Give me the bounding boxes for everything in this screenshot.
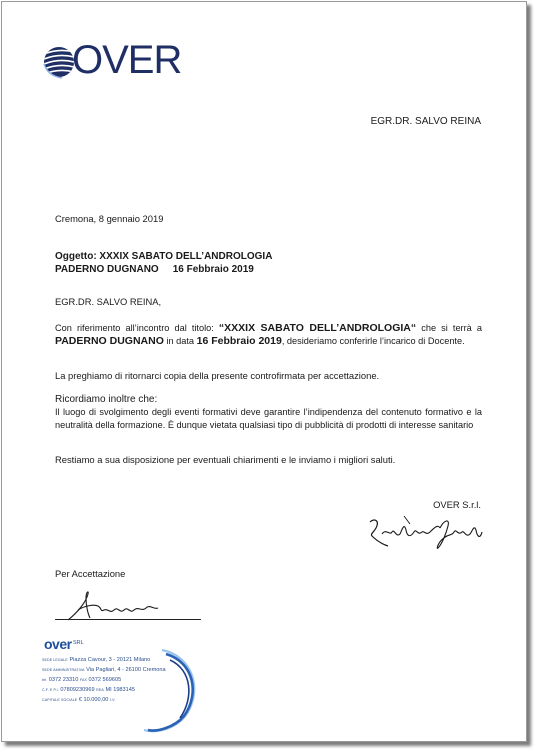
- reminder-text: Il luogo di svolgimento degli eventi formativi deve garantire l’indipendenza del contenuto formativo e la neutralità della formazione. È dunque vietata qualsiasi tipo di pubblicità di prodotti di interesse sanitario: [55, 407, 482, 430]
- subject-date: 16 Febbraio 2019: [172, 264, 254, 275]
- body-paragraph-2: La preghiamo di ritornarci copia della presente controfirmata per accettazione.: [55, 370, 380, 381]
- company-sign-name: OVER S.r.l.: [433, 499, 481, 510]
- event-date: 16 Febbraio 2019: [196, 334, 282, 347]
- subject-line-1: Oggetto: XXXIX SABATO DELL’ANDROLOGIA: [55, 251, 273, 262]
- addressee: EGR.DR. SALVO REINA: [370, 116, 481, 127]
- footer-swirl-icon: [122, 648, 202, 734]
- event-title: “XXXIX SABATO DELL’ANDROLOGIA“: [218, 322, 417, 334]
- company-logo: [42, 40, 182, 84]
- body-paragraph-1: [55, 322, 482, 347]
- subject: [55, 250, 272, 276]
- footer-admin-address: SEDE AMMINISTRATIVA Via Pagliari, 4 - 26100 Cremona: [42, 667, 166, 673]
- footer-capital: CAPITALE SOCIALE € 10.000,00 I.V.: [42, 697, 116, 703]
- body1-text-c: in data: [163, 335, 197, 346]
- place-date: Cremona, 8 gennaio 2019: [55, 213, 164, 224]
- logo-wordmark: OVER: [72, 38, 182, 82]
- globe-logo-icon: [42, 40, 76, 84]
- signature-company: [364, 510, 488, 554]
- salutation: EGR.DR. SALVO REINA,: [55, 296, 162, 307]
- acceptance-label: Per Accettazione: [55, 568, 126, 579]
- closing: Restiamo a sua disposizione per eventuali chiarimenti e le inviamo i migliori saluti.: [55, 454, 396, 465]
- signature-acceptance: [64, 590, 164, 622]
- footer-tax-id: C.F. E P.I. 07809230969 REA MI 1983145: [42, 687, 135, 693]
- body1-text-d: , desideriamo conferirle l’incarico di Docente.: [281, 335, 465, 346]
- reminder-title: Ricordiamo inoltre che:: [55, 394, 158, 405]
- body1-text-b: che si terrà a: [416, 323, 482, 333]
- acceptance-signature-line: [55, 619, 201, 620]
- subject-place: PADERNO DUGNANO: [55, 264, 159, 275]
- footer-srl: SRL: [73, 640, 84, 646]
- event-place: PADERNO DUGNANO: [55, 334, 164, 347]
- footer-phone: tel. 0372 23310 FAX 0372 569605: [42, 677, 122, 683]
- body1-text-a: Con riferimento all’incontro dal titolo:: [55, 323, 219, 333]
- footer-legal-address: SEDE LEGALE Piazza Cavour, 3 - 20121 Milano: [42, 657, 151, 663]
- letter-page: [1, 1, 527, 742]
- subject-line-2: [55, 263, 272, 276]
- footer-brand: over: [44, 636, 72, 652]
